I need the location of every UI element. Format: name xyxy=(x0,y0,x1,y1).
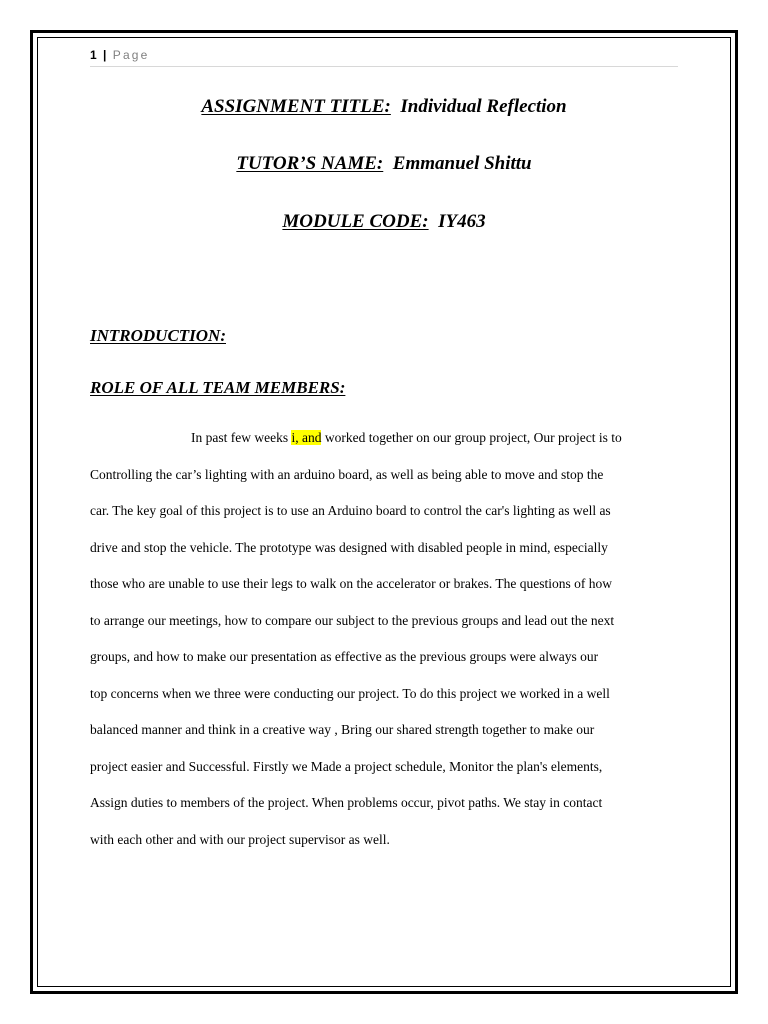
paragraph-text-after: worked together on our group project, Our project is to xyxy=(321,430,622,445)
introduction-heading: INTRODUCTION: xyxy=(90,326,226,345)
paragraph-line: drive and stop the vehicle. The prototype was designed with disabled people in mind, especially xyxy=(90,539,608,555)
paragraph-line: with each other and with our project supervisor as well. xyxy=(90,831,390,847)
paragraph-line xyxy=(90,420,680,457)
page-word: Page xyxy=(112,48,150,62)
page-header xyxy=(90,46,678,67)
paragraph-line: Assign duties to members of the project. When problems occur, pivot paths. We stay in contact xyxy=(90,795,603,810)
paragraph-line: Controlling the car’s lighting with an arduino board, as well as being able to move and stop the xyxy=(90,466,604,482)
paragraph-line: balanced manner and think in a creative way , Bring our shared strength together to make our xyxy=(90,722,595,737)
paragraph-line: to arrange our meetings, how to compare our subject to the previous groups and lead out the next xyxy=(90,612,615,628)
assignment-title-value: Individual Reflection xyxy=(400,96,567,117)
tutor-name-value: Emmanuel Shittu xyxy=(392,153,532,174)
paragraph-line: top concerns when we three were conducting our project. To do this project we worked in a well xyxy=(90,685,610,701)
paragraph-line: project easier and Successful. Firstly we Made a project schedule, Monitor the plan's elements, xyxy=(90,758,603,774)
tutor-name-label: TUTOR’S NAME: xyxy=(236,153,384,174)
roles-heading: ROLE OF ALL TEAM MEMBERS: xyxy=(90,378,346,397)
highlighted-text: i, and xyxy=(291,430,322,445)
assignment-title-line xyxy=(40,95,728,119)
tutor-name-line xyxy=(40,152,728,176)
page-number: 1 xyxy=(90,48,97,62)
assignment-title-label: ASSIGNMENT TITLE: xyxy=(201,96,391,117)
header-separator: | xyxy=(103,48,107,62)
paragraph-text-before: In past few weeks xyxy=(191,430,292,445)
body-paragraph xyxy=(90,420,680,858)
module-code-value: IY463 xyxy=(438,211,486,232)
module-code-line xyxy=(40,210,728,234)
paragraph-line: those who are unable to use their legs to walk on the accelerator or brakes. The questions of how xyxy=(90,576,612,591)
module-code-label: MODULE CODE: xyxy=(282,211,429,232)
paragraph-line: car. The key goal of this project is to use an Arduino board to control the car's lighting as well as xyxy=(90,503,611,518)
paragraph-line: groups, and how to make our presentation as effective as the previous groups were always our xyxy=(90,649,599,664)
